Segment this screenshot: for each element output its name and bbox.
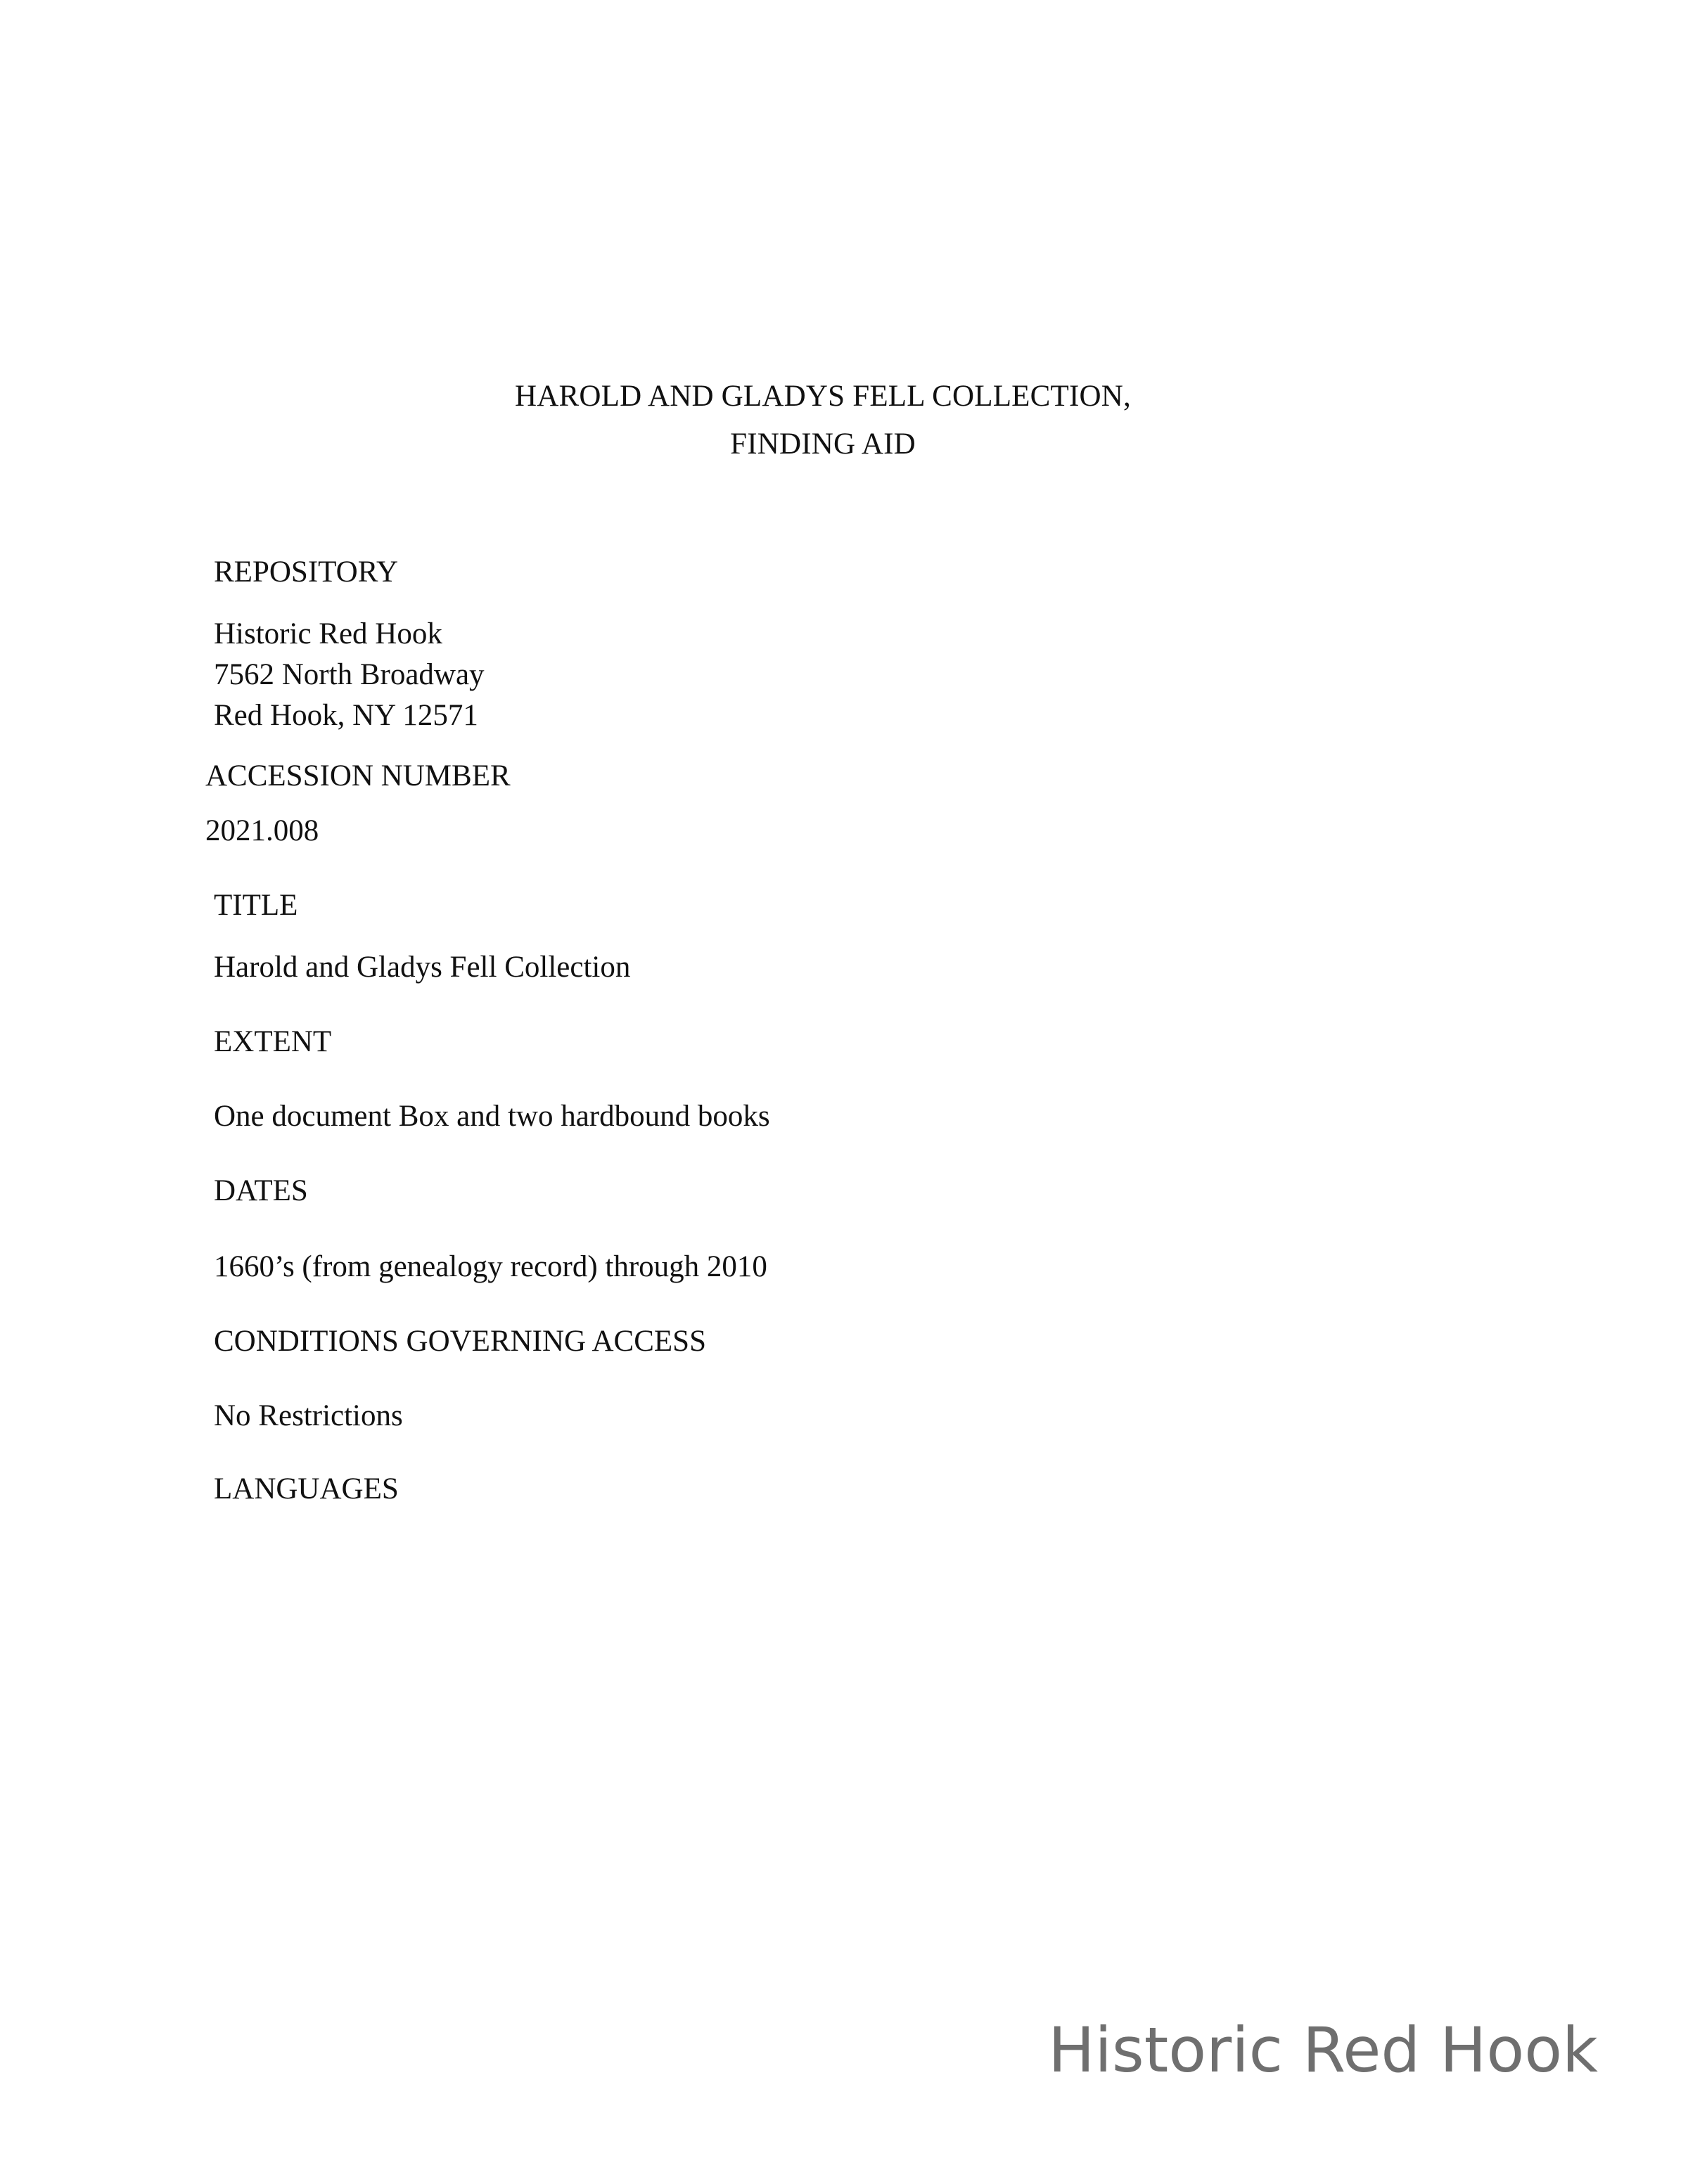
- extent-value: One document Box and two hardbound books: [214, 1100, 770, 1133]
- document-title-line-2: FINDING AID: [730, 428, 916, 461]
- repository-heading: REPOSITORY: [214, 555, 399, 589]
- title-heading: TITLE: [214, 889, 298, 922]
- document-title-line-1: HAROLD AND GLADYS FELL COLLECTION,: [515, 380, 1131, 413]
- footer-brand-wordmark: Historic Red Hook: [1048, 2014, 1598, 2086]
- title-value: Harold and Gladys Fell Collection: [214, 951, 631, 984]
- extent-heading: EXTENT: [214, 1025, 332, 1058]
- access-heading: CONDITIONS GOVERNING ACCESS: [214, 1325, 706, 1358]
- access-value: No Restrictions: [214, 1399, 403, 1432]
- dates-heading: DATES: [214, 1174, 308, 1207]
- dates-value: 1660’s (from genealogy record) through 2010: [214, 1250, 767, 1283]
- repository-line-1: Historic Red Hook: [214, 617, 442, 650]
- repository-line-2: 7562 North Broadway: [214, 658, 485, 691]
- languages-heading: LANGUAGES: [214, 1472, 399, 1505]
- repository-line-3: Red Hook, NY 12571: [214, 699, 478, 732]
- accession-value: 2021.008: [205, 814, 319, 847]
- accession-heading: ACCESSION NUMBER: [205, 759, 511, 792]
